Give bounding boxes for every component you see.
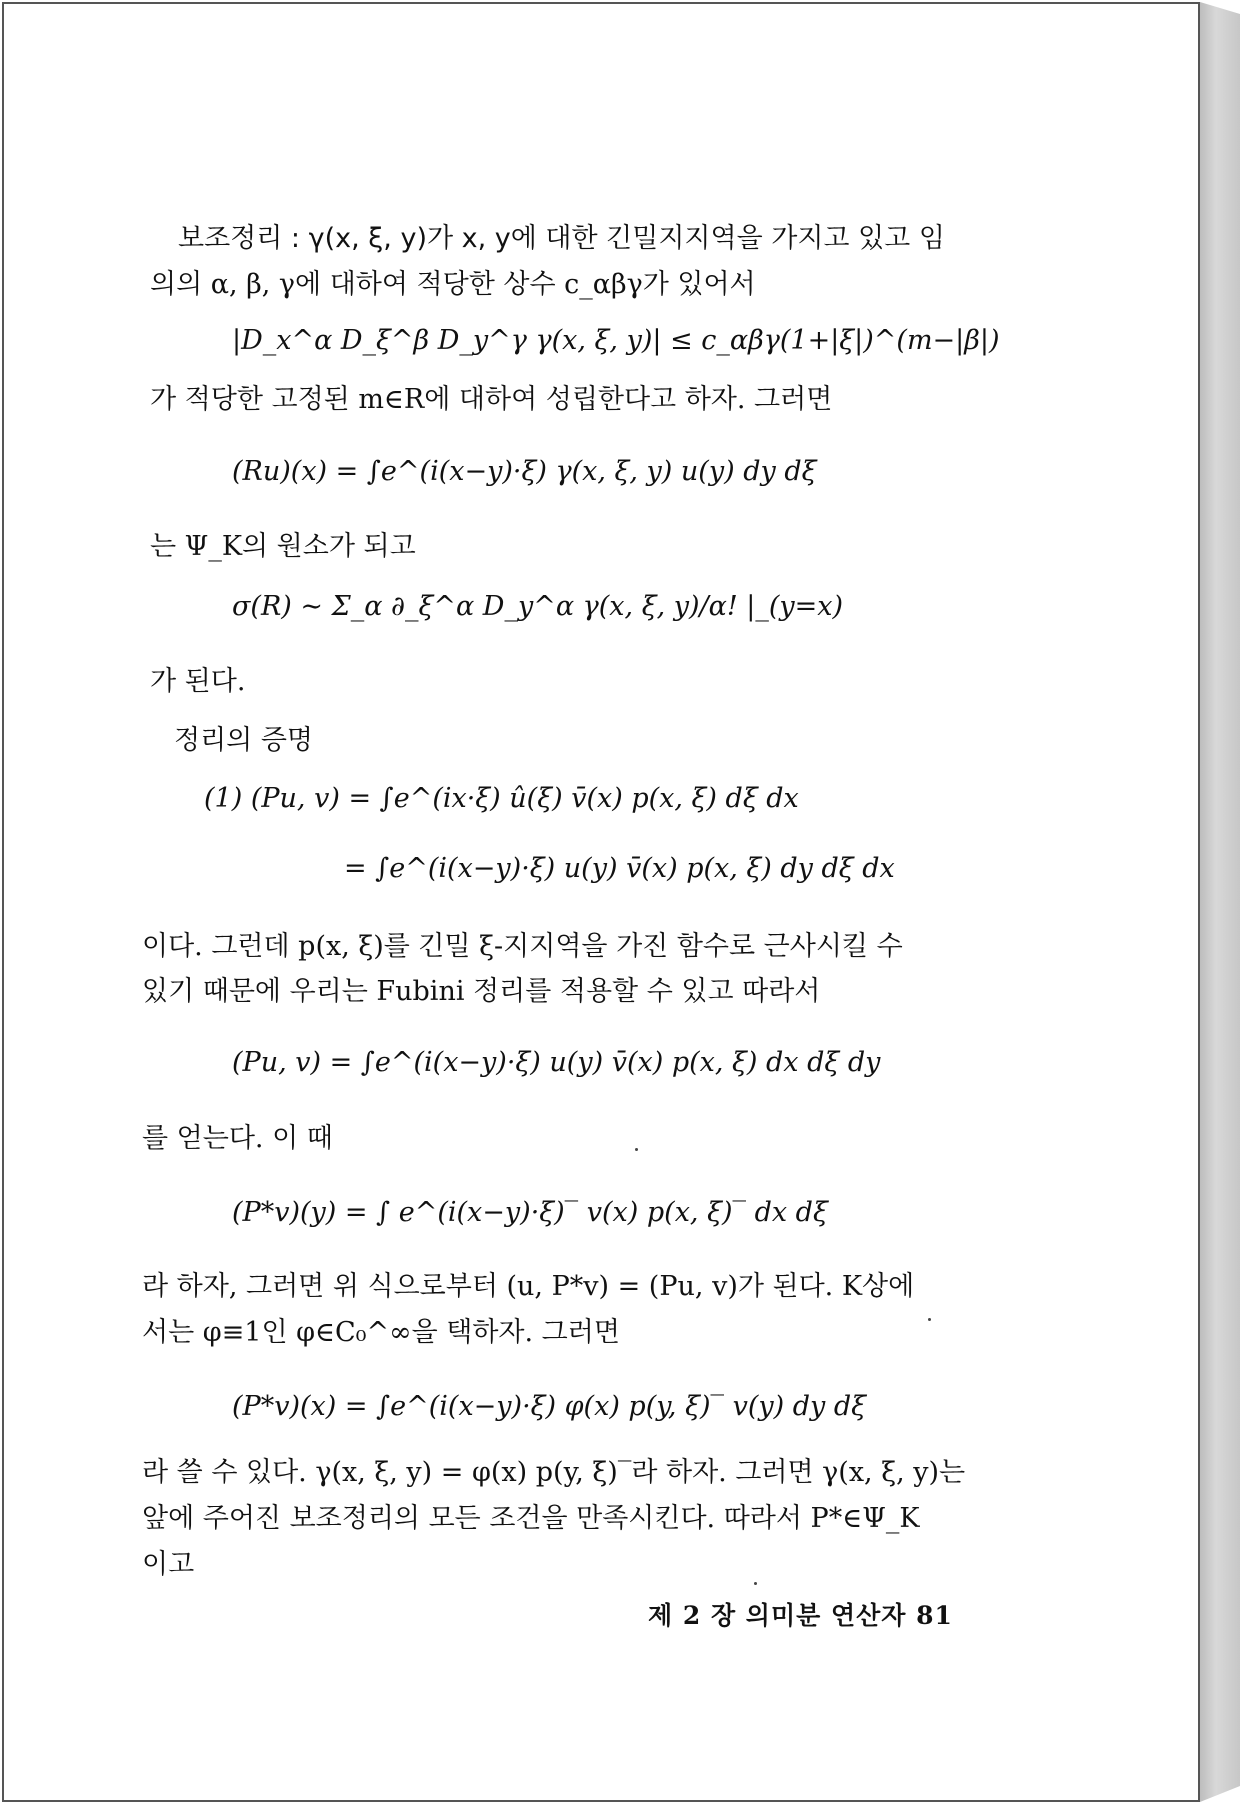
equation-Ru: (Ru)(x) = ∫e^(i(x−y)·ξ) γ(x, ξ, y) u(y) dy dξ [232,456,817,487]
lemma-line-2: 의의 α, β, γ에 대하여 적당한 상수 c_αβγ가 있어서 [150,269,756,300]
proof-heading: 정리의 증명 [174,725,313,756]
print-speck [928,1318,931,1321]
lemma-inequality: |D_x^α D_ξ^β D_y^γ γ(x, ξ, y)| ≤ c_αβγ(1+|ξ|)^(m−|β|) [232,325,1000,356]
print-speck [754,1582,757,1585]
equation-1b: = ∫e^(i(x−y)·ξ) u(y) v̄(x) p(x, ξ) dy dξ dx [344,853,895,884]
page-edge [1200,2,1240,1802]
lemma-line-4: 는 Ψ_K의 원소가 되고 [150,531,416,562]
page-footer: 제 2 장 의미분 연산자 81 [648,1601,953,1630]
equation-adjoint-x: (P*v)(x) = ∫e^(i(x−y)·ξ) φ(x) p(y, ξ)‾ v(y) dy dξ [232,1391,866,1422]
proof-line-7: 앞에 주어진 보조정리의 모든 조건을 만족시킨다. 따라서 P*∈Ψ_K [142,1503,920,1534]
proof-line-6: 라 쓸 수 있다. γ(x, ξ, y) = φ(x) p(y, ξ)‾라 하자. 그러면 γ(x, ξ, y)는 [142,1457,966,1488]
proof-line-5: 서는 φ≡1인 φ∈C₀^∞을 택하자. 그러면 [142,1317,620,1348]
proof-line-3: 를 얻는다. 이 때 [142,1123,333,1154]
equation-1a: (1) (Pu, v) = ∫e^(ix·ξ) û(ξ) v̄(x) p(x, ξ) dξ dx [204,783,799,814]
proof-line-2: 있기 때문에 우리는 Fubini 정리를 적용할 수 있고 따라서 [142,976,821,1007]
equation-sigma-R: σ(R) ∼ Σ_α ∂_ξ^α D_y^α γ(x, ξ, y)/α! |_(y=x) [232,591,844,622]
proof-line-1: 이다. 그런데 p(x, ξ)를 긴밀 ξ-지지역을 가진 함수로 근사시킬 수 [142,931,903,962]
print-speck [635,1148,638,1151]
lemma-line-3: 가 적당한 고정된 m∈R에 대하여 성립한다고 하자. 그러면 [150,384,833,415]
equation-fubini: (Pu, v) = ∫e^(i(x−y)·ξ) u(y) v̄(x) p(x, ξ) dx dξ dy [232,1047,881,1078]
lemma-line-1: 보조정리 : γ(x, ξ, y)가 x, y에 대한 긴밀지지역을 가지고 있고 임 [178,223,945,254]
lemma-line-5: 가 된다. [150,666,246,697]
proof-line-8: 이고 [142,1549,195,1580]
equation-adjoint-y: (P*v)(y) = ∫ e^(i(x−y)·ξ)‾ v(x) p(x, ξ)‾ dx dξ [232,1197,828,1228]
proof-line-4: 라 하자, 그러면 위 식으로부터 (u, P*v) = (Pu, v)가 된다. K상에 [142,1271,915,1302]
